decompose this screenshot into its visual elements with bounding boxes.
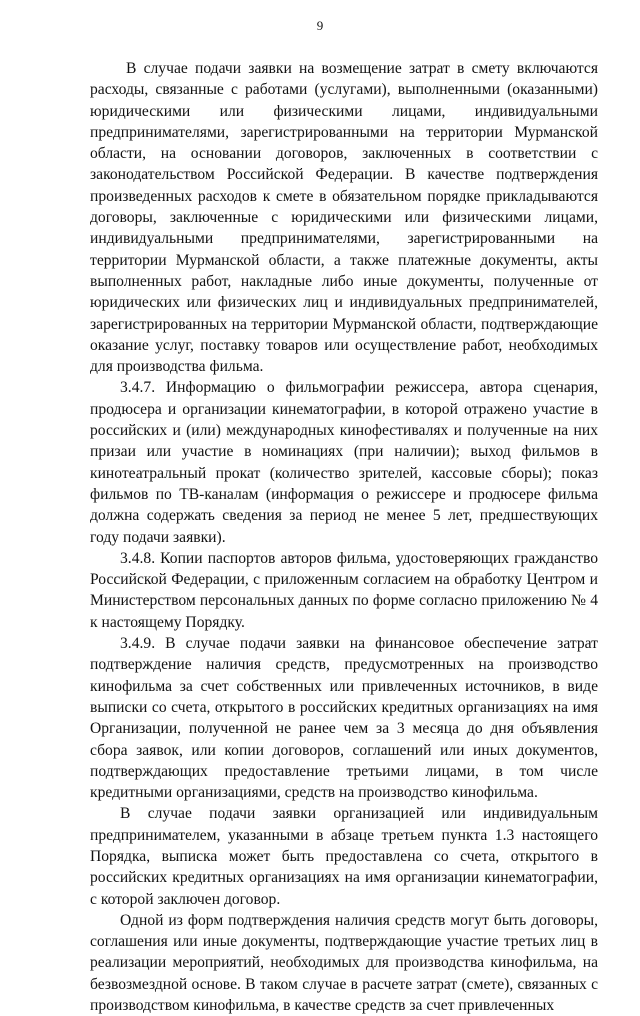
paragraph-individual-entrepreneur-statement: В случае подачи заявки организацией или индивидуальным предпринимателем, указанными в абзаце третьем пункта 1.3 настоящего Порядка, выписка может быть предоставлена со счета, открытого в российских кредитных организациях на имя организации кинематографии, с которой заключен договор. bbox=[90, 805, 598, 908]
paragraph-expense-reimbursement: В случае подачи заявки на возмещение затрат в смету включаются расходы, связанные с работами (услугами), выполненными (оказанными) юридическими или физическими лицами, индивидуальными предпринимателями, зарегистрированными на территории Мурманской области, на основании договоров, заключенных в соответствии с законодательством Российской Федерации. В качестве подтверждения произведенных расходов к смете в обязательном порядке прикладываются договоры, заключенные с юридическими или физическими лицами, индивидуальными предпринимателями, зарегистрированными на территории Мурманской области, а также платежные документы, акты выполненных работ, накладные либо иные документы, полученные от юридических или физических лиц и индивидуальных предпринимателей, зарегистрированных на территории Мурманской области, подтверждающие оказание услуг, поставку товаров или осуществление работ, необходимых для производства фильма. bbox=[90, 60, 598, 376]
document-body bbox=[90, 58, 598, 1016]
page-number: 9 bbox=[316, 18, 324, 33]
paragraph-confirmation-forms: Одной из форм подтверждения наличия средств могут быть договоры, соглашения или иные документы, подтверждающие участие третьих лиц в реализации мероприятий, необходимых для производства кинофильма, на безвозмездной основе. В таком случае в расчете затрат (смете), связанных с производством кинофильма, в качестве средств за счет привлеченных bbox=[90, 911, 598, 1015]
paragraph-3-4-9-funds-confirmation: 3.4.9. В случае подачи заявки на финансовое обеспечение затрат подтверждение наличия средств, предусмотренных на производство кинофильма за счет собственных или привлеченных источников, в виде выписки со счета, открытого в российских кредитных организациях на имя Организации, полученной не ранее чем за 3 месяца до дня объявления сбора заявок, или копии договоров, соглашений или иных документов, подтверждающих предоставление третьими лицами, в том числе кредитными организациями, средств на производство кинофильма. bbox=[90, 635, 598, 802]
paragraph-3-4-7-filmography: 3.4.7. Информацию о фильмографии режиссера, автора сценария, продюсера и организации кинематографии, в которой отражено участие в российских и (или) международных кинофестивалях и полученные на них призаи или участие в номинациях (при наличии); выход фильмов в кинотеатральный прокат (количество зрителей, кассовые сборы); показ фильмов по ТВ-каналам (информация о режиссере и продюсере фильма должна содержать сведения за период не менее 5 лет, предшествующих году подачи заявки). bbox=[90, 379, 598, 546]
paragraph-3-4-8-passport-copies: 3.4.8. Копии паспортов авторов фильма, удостоверяющих гражданство Российской Федерации, с приложенным согласием на обработку Центром и Министерством персональных данных по форме согласно приложению № 4 к настоящему Порядку. bbox=[90, 549, 598, 631]
